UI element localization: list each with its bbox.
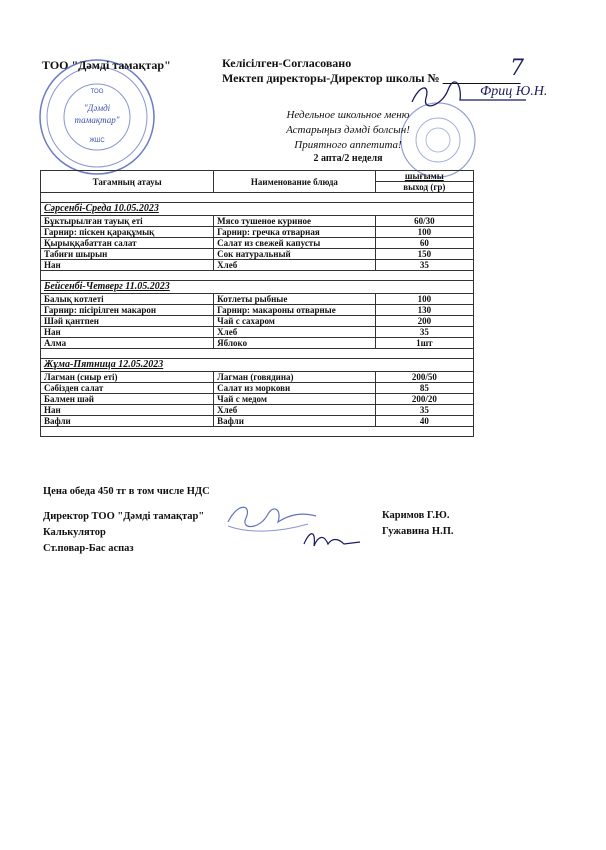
dish-ru: Яблоко bbox=[214, 338, 376, 349]
table-row bbox=[41, 238, 474, 249]
dish-yield: 150 bbox=[375, 249, 473, 260]
table-row bbox=[41, 383, 474, 394]
table-row bbox=[41, 305, 474, 316]
dish-kz: Нан bbox=[41, 405, 214, 416]
dish-ru: Котлеты рыбные bbox=[214, 294, 376, 305]
col-header-ru: Наименование блюда bbox=[214, 171, 376, 193]
day-row-wednesday bbox=[41, 203, 474, 216]
menu-title-wish: Приятного аппетита! bbox=[294, 139, 402, 151]
spacer-row bbox=[41, 193, 474, 203]
dish-yield: 35 bbox=[375, 405, 473, 416]
stamp-text-1: ТОО bbox=[90, 89, 104, 95]
table-row bbox=[41, 405, 474, 416]
lunch-price: Цена обеда 450 тг в том числе НДС bbox=[43, 486, 210, 497]
dish-yield: 60/30 bbox=[375, 216, 473, 227]
director-name: Каримов Г.Ю. bbox=[382, 510, 450, 521]
dish-kz: Сәбізден салат bbox=[41, 383, 214, 394]
day-title: Бейсенбі-Четверг 11.05.2023 bbox=[41, 281, 474, 294]
dish-kz: Нан bbox=[41, 327, 214, 338]
day-row-thursday bbox=[41, 281, 474, 294]
table-row bbox=[41, 316, 474, 327]
dish-kz: Нан bbox=[41, 260, 214, 271]
col-header-kz: Тағамның атауы bbox=[41, 171, 214, 193]
table-row bbox=[41, 294, 474, 305]
dish-yield: 200 bbox=[375, 316, 473, 327]
dish-kz: Гарнир: пісірілген макарон bbox=[41, 305, 214, 316]
dish-ru: Салат из свежей капусты bbox=[214, 238, 376, 249]
spacer-row bbox=[41, 271, 474, 281]
spacer-row bbox=[41, 427, 474, 437]
col-header-yield-kz: шығымы bbox=[375, 171, 473, 182]
stamp-text-4: ЖШС bbox=[89, 138, 105, 144]
dish-yield: 1шт bbox=[375, 338, 473, 349]
stamp-text-2: "Дәмді bbox=[83, 103, 111, 113]
dish-yield: 35 bbox=[375, 260, 473, 271]
stamp-text-3: тамақтар" bbox=[74, 115, 120, 125]
approval-title: Келісілген-Согласовано bbox=[222, 56, 352, 70]
table-row bbox=[41, 216, 474, 227]
handwritten-name: Фриц Ю.Н. bbox=[480, 84, 548, 99]
company-name: ТОО "Дәмді тамақтар" bbox=[42, 58, 171, 72]
table-header-row bbox=[41, 171, 474, 182]
approval-director-label: Мектеп директоры-Директор школы bbox=[222, 71, 425, 85]
dish-ru: Лагман (говядина) bbox=[214, 372, 376, 383]
footer-signatures bbox=[220, 500, 380, 560]
dish-yield: 60 bbox=[375, 238, 473, 249]
col-header-yield-ru: выход (гр) bbox=[375, 182, 473, 193]
dish-yield: 130 bbox=[375, 305, 473, 316]
dish-kz: Вафли bbox=[41, 416, 214, 427]
dish-kz: Шәй қантпен bbox=[41, 316, 214, 327]
dish-ru: Чай с медом bbox=[214, 394, 376, 405]
dish-kz: Лагман (сиыр еті) bbox=[41, 372, 214, 383]
table-row bbox=[41, 249, 474, 260]
dish-yield: 200/50 bbox=[375, 372, 473, 383]
table-row bbox=[41, 338, 474, 349]
director-label: Директор ТОО "Дәмді тамақтар" bbox=[43, 511, 205, 522]
table-row bbox=[41, 372, 474, 383]
dish-ru: Салат из моркови bbox=[214, 383, 376, 394]
calculator-label: Калькулятор bbox=[43, 527, 106, 538]
handwritten-number: 7 bbox=[510, 56, 524, 81]
dish-kz: Гарнир: піскен қарақұмық bbox=[41, 227, 214, 238]
dish-kz: Табиғи шырын bbox=[41, 249, 214, 260]
dish-ru: Чай с сахаром bbox=[214, 316, 376, 327]
menu-title-kz: Астарыңыз дәмді болсын! bbox=[286, 124, 410, 136]
dish-ru: Гарнир: гречка отварная bbox=[214, 227, 376, 238]
dish-ru: Гарнир: макароны отварные bbox=[214, 305, 376, 316]
table-row bbox=[41, 394, 474, 405]
dish-ru: Сок натуральный bbox=[214, 249, 376, 260]
cook-label: Ст.повар-Бас аспаз bbox=[43, 543, 134, 554]
dish-ru: Хлеб bbox=[214, 327, 376, 338]
dish-yield: 35 bbox=[375, 327, 473, 338]
table-row bbox=[41, 416, 474, 427]
spacer-row bbox=[41, 349, 474, 359]
dish-kz: Бұктырылған тауық еті bbox=[41, 216, 214, 227]
menu-table bbox=[40, 170, 474, 437]
table-row bbox=[41, 327, 474, 338]
dish-ru: Хлеб bbox=[214, 260, 376, 271]
dish-yield: 85 bbox=[375, 383, 473, 394]
dish-kz: Балмен шәй bbox=[41, 394, 214, 405]
dish-ru: Хлеб bbox=[214, 405, 376, 416]
calculator-name: Гужавина Н.П. bbox=[382, 526, 454, 537]
day-title: Сәрсенбі-Среда 10.05.2023 bbox=[41, 203, 474, 216]
approval-number-label: № bbox=[427, 71, 440, 85]
dish-yield: 100 bbox=[375, 294, 473, 305]
company-stamp bbox=[36, 56, 158, 178]
dish-kz: Алма bbox=[41, 338, 214, 349]
day-title: Жұма-Пятница 12.05.2023 bbox=[41, 359, 474, 372]
dish-kz: Қырыққабаттан салат bbox=[41, 238, 214, 249]
menu-week: 2 апта/2 неделя bbox=[313, 153, 383, 164]
table-row bbox=[41, 260, 474, 271]
dish-ru: Вафли bbox=[214, 416, 376, 427]
menu-title-ru: Недельное школьное меню bbox=[286, 109, 410, 121]
dish-yield: 100 bbox=[375, 227, 473, 238]
dish-yield: 40 bbox=[375, 416, 473, 427]
table-row bbox=[41, 227, 474, 238]
dish-ru: Мясо тушеное куриное bbox=[214, 216, 376, 227]
dish-yield: 200/20 bbox=[375, 394, 473, 405]
day-row-friday bbox=[41, 359, 474, 372]
dish-kz: Балық котлеті bbox=[41, 294, 214, 305]
